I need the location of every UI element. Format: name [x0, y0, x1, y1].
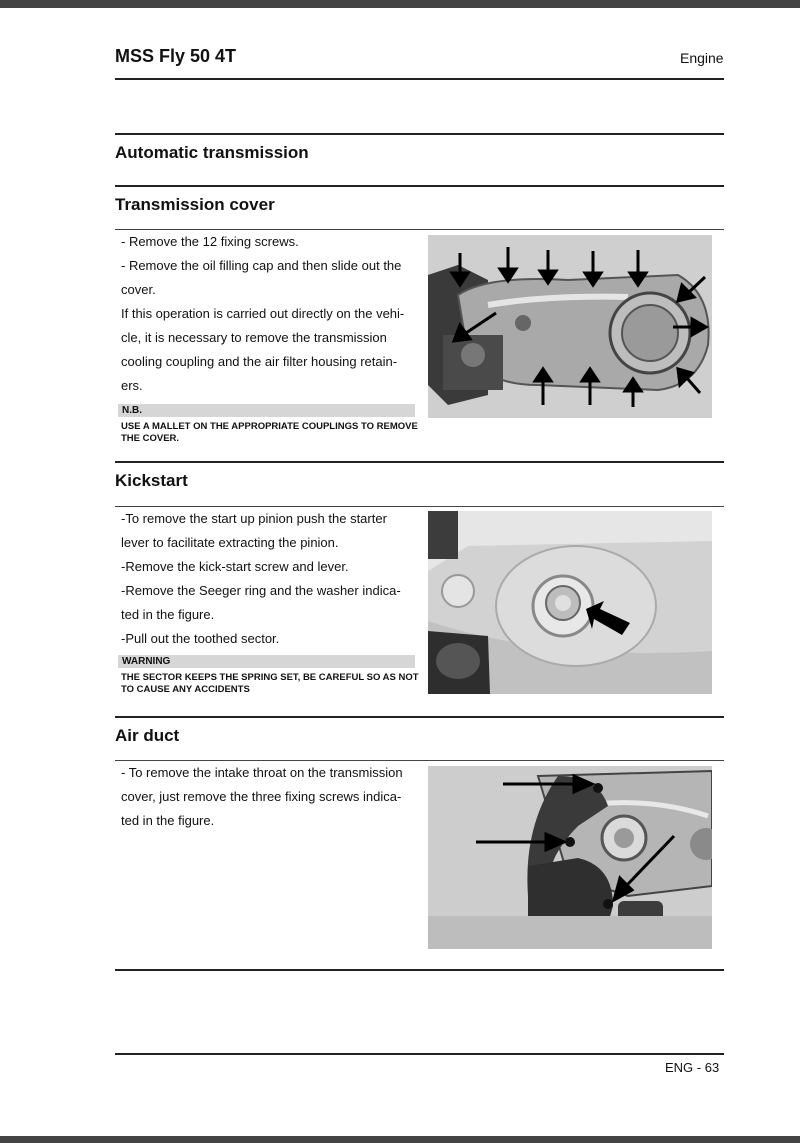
instruction-line: lever to facilitate extracting the pinion. — [121, 535, 339, 550]
air-duct-instructions — [121, 761, 417, 833]
top-border — [0, 0, 800, 8]
instruction-line: cover. — [121, 282, 156, 297]
transmission-cover-instructions — [121, 230, 417, 398]
kickstart-photo — [428, 511, 712, 694]
content-end-divider — [115, 969, 724, 971]
section-title-air-duct: Air duct — [115, 726, 180, 745]
chapter-divider — [115, 133, 724, 135]
section-title-transmission-cover: Transmission cover — [115, 195, 275, 214]
instruction-line: - Remove the oil filling cap and then slide out the — [121, 258, 402, 273]
instruction-line: - To remove the intake throat on the transmission — [121, 765, 403, 780]
instruction-line: cover, just remove the three fixing screws indica- — [121, 789, 402, 804]
section-divider — [115, 461, 724, 463]
note-label: N.B. — [118, 404, 415, 417]
instruction-line: cle, it is necessary to remove the transmission — [121, 330, 387, 345]
chapter-title: Automatic transmission — [115, 143, 309, 162]
instruction-line: - Remove the 12 fixing screws. — [121, 234, 299, 249]
instruction-line: ers. — [121, 378, 143, 393]
section-title-kickstart: Kickstart — [115, 471, 188, 490]
header-divider — [115, 78, 724, 80]
transmission-cover-photo — [428, 235, 712, 418]
bottom-border — [0, 1136, 800, 1143]
kickstart-instructions — [121, 507, 417, 651]
manual-title: MSS Fly 50 4T — [115, 46, 237, 66]
page-number: ENG - 63 — [665, 1060, 720, 1075]
instruction-line: -Remove the kick-start screw and lever. — [121, 559, 349, 574]
warning-label: WARNING — [118, 655, 415, 668]
instruction-line: ted in the figure. — [121, 813, 215, 828]
instruction-line: If this operation is carried out directly on the vehi- — [121, 306, 405, 321]
section-divider — [115, 716, 724, 718]
instruction-line: -Remove the Seeger ring and the washer indica- — [121, 583, 401, 598]
section-label: Engine — [680, 50, 724, 66]
footer-divider — [115, 1053, 724, 1055]
instruction-line: ted in the figure. — [121, 607, 215, 622]
instruction-line: -Pull out the toothed sector. — [121, 631, 280, 646]
instruction-line: cooling coupling and the air filter housing retain- — [121, 354, 398, 369]
air-duct-photo — [428, 766, 712, 949]
warning-text: THE SECTOR KEEPS THE SPRING SET, BE CAREFUL SO AS NOT TO CAUSE ANY ACCIDENTS — [121, 672, 419, 695]
section-divider — [115, 185, 724, 187]
instruction-line: -To remove the start up pinion push the starter — [121, 511, 387, 526]
note-text: USE A MALLET ON THE APPROPRIATE COUPLINGS TO REMOVE THE COVER. — [121, 421, 418, 444]
